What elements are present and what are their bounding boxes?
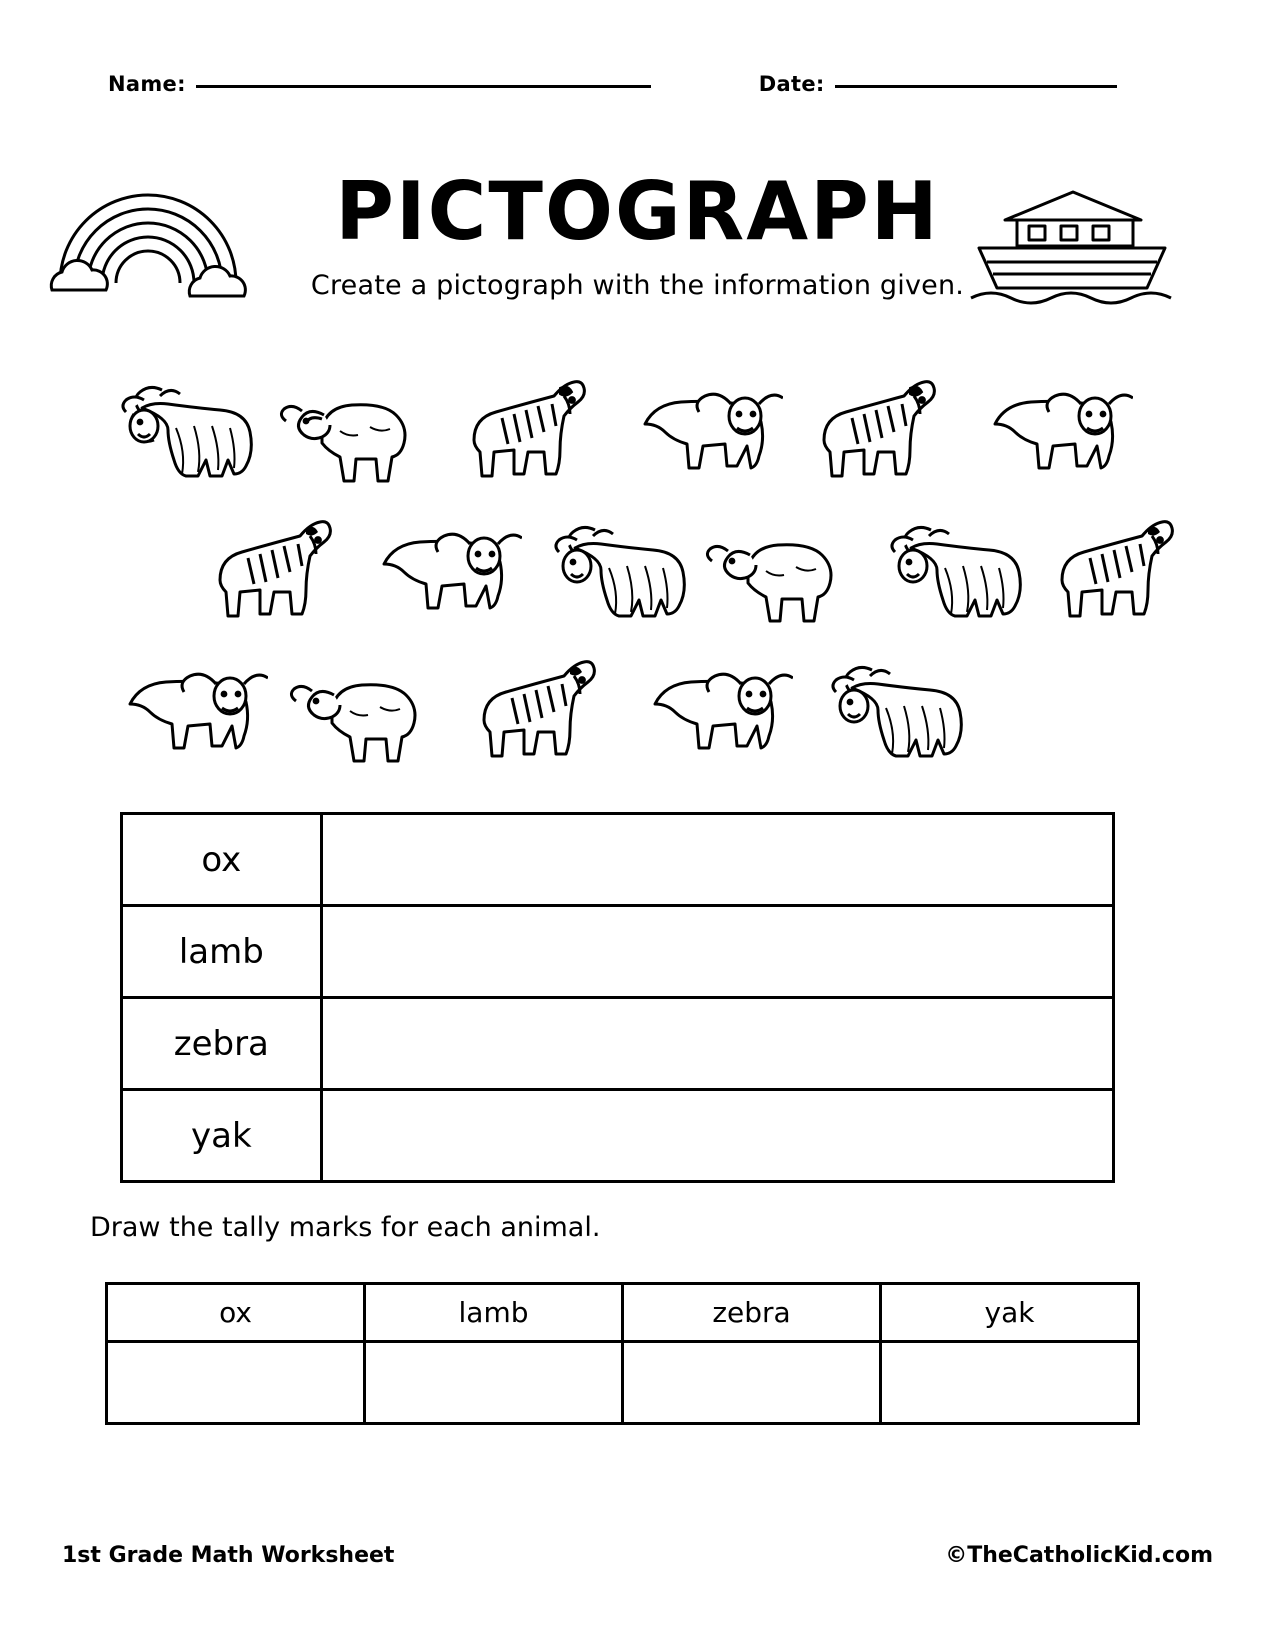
row-label-lamb: lamb (122, 906, 322, 998)
row-answer-lamb[interactable] (321, 906, 1113, 998)
ox-icon (625, 640, 800, 775)
tally-header-yak: yak (881, 1284, 1139, 1342)
row-answer-yak[interactable] (321, 1090, 1113, 1182)
row-answer-ox[interactable] (321, 814, 1113, 906)
tally-header-zebra: zebra (623, 1284, 881, 1342)
footer-worksheet-label: 1st Grade Math Worksheet (62, 1543, 395, 1568)
tally-header-row (107, 1284, 1139, 1342)
tally-header-lamb: lamb (365, 1284, 623, 1342)
tally-answer-row (107, 1342, 1139, 1424)
ox-icon (100, 640, 275, 775)
name-label: Name: (108, 72, 186, 96)
row-label-zebra: zebra (122, 998, 322, 1090)
tally-answer-yak[interactable] (881, 1342, 1139, 1424)
animal-picture-area (80, 355, 1200, 795)
date-label: Date: (758, 72, 825, 96)
tally-table (105, 1282, 1140, 1425)
row-answer-zebra[interactable] (321, 998, 1113, 1090)
page-subtitle: Create a pictograph with the information given. (310, 270, 965, 301)
ox-icon (358, 500, 526, 635)
animal-row (190, 495, 1200, 635)
name-write-line[interactable] (196, 85, 651, 88)
yak-icon (863, 500, 1031, 635)
table-row (122, 814, 1114, 906)
table-row (122, 998, 1114, 1090)
zebra-icon (450, 640, 625, 775)
lamb-icon (275, 640, 450, 775)
row-label-ox: ox (122, 814, 322, 906)
yak-icon (800, 640, 975, 775)
animal-row (90, 355, 1200, 495)
page-title: PICTOGRAPH (335, 165, 940, 258)
zebra-icon (190, 500, 358, 635)
tally-header-ox: ox (107, 1284, 365, 1342)
table-row (122, 906, 1114, 998)
zebra-icon (1032, 500, 1200, 635)
tally-answer-lamb[interactable] (365, 1342, 623, 1424)
name-date-row (108, 72, 1170, 96)
pictograph-table (120, 812, 1115, 1183)
yak-icon (527, 500, 695, 635)
title-block (0, 165, 1275, 301)
lamb-icon (695, 500, 863, 635)
yak-icon (90, 360, 265, 495)
footer (62, 1543, 1213, 1568)
tally-answer-ox[interactable] (107, 1342, 365, 1424)
tally-answer-zebra[interactable] (623, 1342, 881, 1424)
row-label-yak: yak (122, 1090, 322, 1182)
ox-icon (615, 360, 790, 495)
animal-row (100, 635, 1200, 775)
footer-site-credit: ©TheCatholicKid.com (945, 1543, 1213, 1568)
table-row (122, 1090, 1114, 1182)
ox-icon (965, 360, 1140, 495)
date-group (759, 72, 1117, 96)
date-write-line[interactable] (835, 85, 1117, 88)
tally-instruction: Draw the tally marks for each animal. (90, 1212, 601, 1243)
zebra-icon (790, 360, 965, 495)
lamb-icon (265, 360, 440, 495)
zebra-icon (440, 360, 615, 495)
